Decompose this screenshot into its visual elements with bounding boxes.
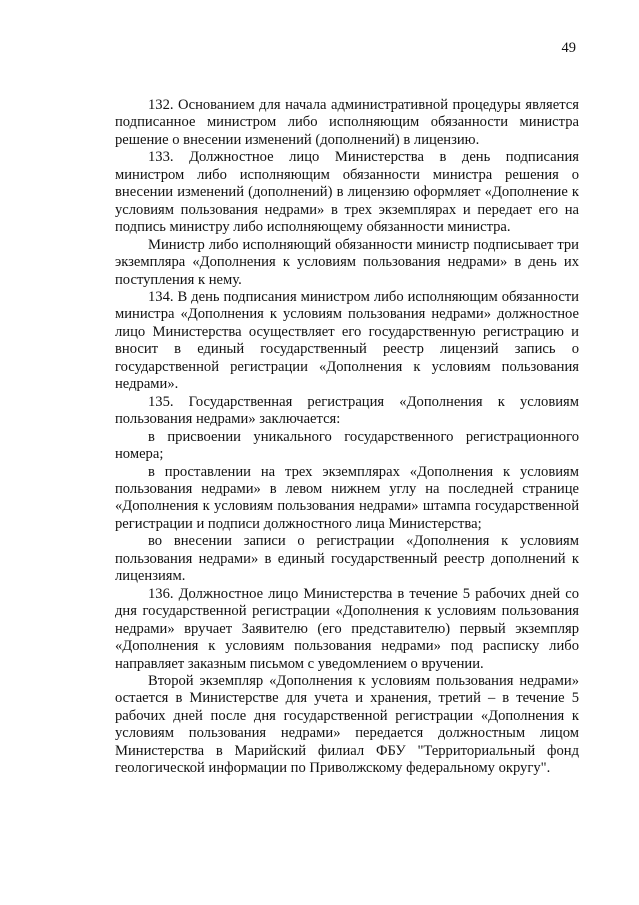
paragraph-133: 133. Должностное лицо Министерства в день подписания министром либо исполняющим обязанности министра решения о внесении изменений (дополнений) в лицензию оформляет «Дополнение к условиям пользования недрами» в трех экземплярах и передает его на подпись министру либо исполняющему обязанности министра. (115, 149, 579, 236)
paragraph-136: 136. Должностное лицо Министерства в течение 5 рабочих дней со дня государственной регистрации «Дополнения к условиям пользования недрами» вручает Заявителю (его представителю) первый экземпляр «Дополнения к условиям пользования недрами» под расписку либо направляет заказным письмом с уведомлением о вручении. (115, 585, 579, 672)
list-item-registry-entry: во внесении записи о регистрации «Дополнения к условиям пользования недрами» в единый государственный реестр дополнений к лицензиям. (115, 533, 579, 585)
page-number: 49 (561, 40, 576, 56)
paragraph-second-copy: Второй экземпляр «Дополнения к условиям пользования недрами» остается в Министерстве для учета и хранения, третий – в течение 5 рабочих дней после дня государственной регистрации «Дополнения к условиям пользования недрами» передается должностным лицом Министерства в Марийский филиал ФБУ "Территориальный фонд геологической информации по Приволжскому федеральному округу". (115, 672, 579, 777)
paragraph-minister-signs: Министр либо исполняющий обязанности министр подписывает три экземпляра «Дополнения к условиям пользования недрами» в день их поступления к нему. (115, 236, 579, 288)
document-body (115, 97, 579, 778)
paragraph-135: 135. Государственная регистрация «Дополнения к условиям пользования недрами» заключается: (115, 393, 579, 428)
paragraph-134: 134. В день подписания министром либо исполняющим обязанности министра «Дополнения к условиям пользования недрами» должностное лицо Министерства осуществляет его государственную регистрацию и вносит в единый государственный реестр лицензий запись о государственной регистрации «Дополнения к условиям пользования недрами». (115, 288, 579, 393)
list-item-registration-stamp: в проставлении на трех экземплярах «Дополнения к условиям пользования недрами» в левом нижнем углу на последней странице «Дополнения к условиям пользования недрами» штампа государственной регистрации и подписи должностного лица Министерства; (115, 463, 579, 532)
list-item-registration-number: в присвоении уникального государственного регистрационного номера; (115, 428, 579, 463)
paragraph-132: 132. Основанием для начала административной процедуры является подписанное министром либо исполняющим обязанности министра решение о внесении изменений (дополнений) в лицензию. (115, 97, 579, 148)
